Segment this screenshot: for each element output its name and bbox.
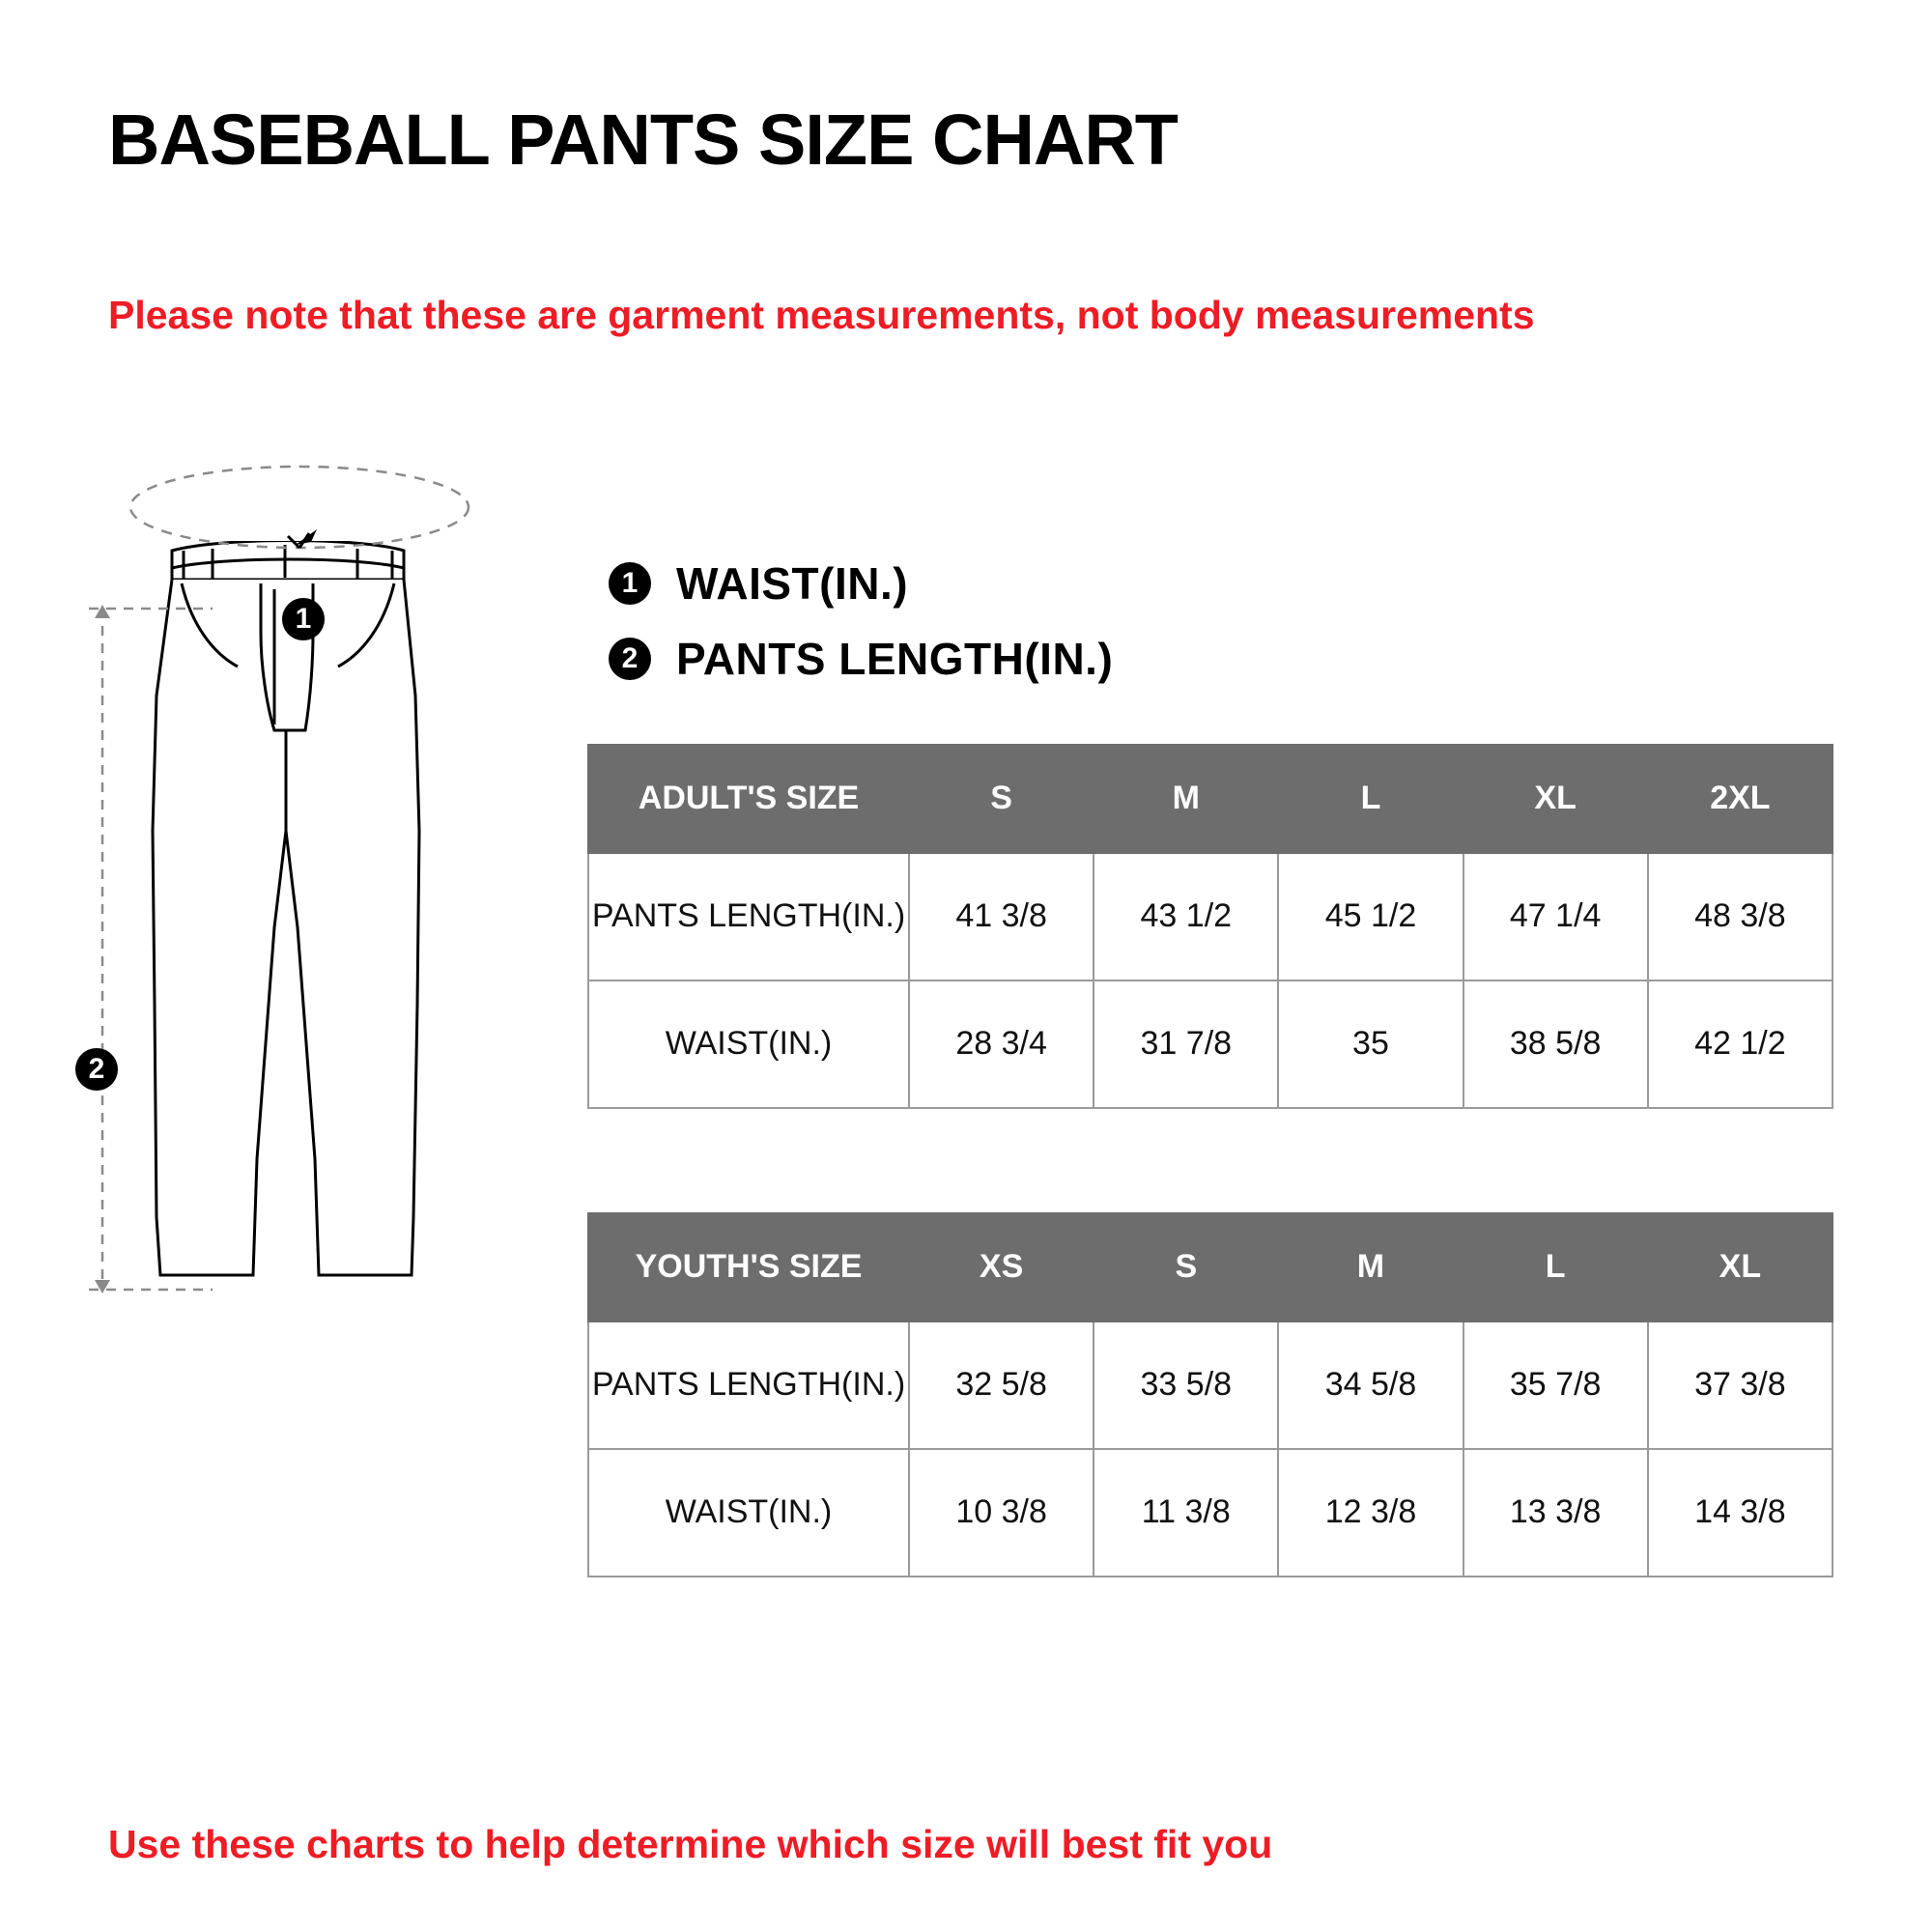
youth-waist-xl: 14 3/8 — [1648, 1449, 1833, 1577]
diagram-marker-one-icon: 1 — [282, 598, 325, 640]
table-header-row — [588, 1213, 1833, 1321]
adults-waist-s: 28 3/4 — [909, 980, 1094, 1108]
adults-waist-l: 35 — [1278, 980, 1463, 1108]
table-row — [588, 853, 1833, 980]
adults-waist-2xl: 42 1/2 — [1648, 980, 1833, 1108]
legend-item-pants-length — [609, 621, 1113, 696]
adults-row-label-waist: WAIST(IN.) — [588, 980, 909, 1108]
marker-two-icon: 2 — [609, 638, 651, 680]
adults-col-2xl: 2XL — [1648, 745, 1833, 853]
adults-waist-xl: 38 5/8 — [1463, 980, 1648, 1108]
marker-one-icon: 1 — [609, 562, 651, 605]
table-row — [588, 980, 1833, 1108]
youth-col-xl: XL — [1648, 1213, 1833, 1321]
table-row — [588, 1321, 1833, 1449]
youth-pants-length-s: 33 5/8 — [1094, 1321, 1278, 1449]
measurement-guides — [68, 415, 609, 1381]
adults-row-label-pants-length: PANTS LENGTH(IN.) — [588, 853, 909, 980]
youth-row-label-waist: WAIST(IN.) — [588, 1449, 909, 1577]
page-title: BASEBALL PANTS SIZE CHART — [108, 99, 1178, 180]
youth-col-xs: XS — [909, 1213, 1094, 1321]
adults-pants-length-xl: 47 1/4 — [1463, 853, 1648, 980]
youth-pants-length-xl: 37 3/8 — [1648, 1321, 1833, 1449]
adults-waist-m: 31 7/8 — [1094, 980, 1278, 1108]
youth-size-table — [587, 1212, 1833, 1577]
adults-pants-length-s: 41 3/8 — [909, 853, 1094, 980]
youth-size-header: YOUTH'S SIZE — [588, 1213, 909, 1321]
youth-pants-length-m: 34 5/8 — [1278, 1321, 1463, 1449]
youth-row-label-pants-length: PANTS LENGTH(IN.) — [588, 1321, 909, 1449]
diagram-marker-two-icon: 2 — [75, 1048, 118, 1091]
adults-pants-length-2xl: 48 3/8 — [1648, 853, 1833, 980]
legend-label-waist: WAIST(IN.) — [676, 558, 909, 609]
youth-waist-s: 11 3/8 — [1094, 1449, 1278, 1577]
legend — [609, 546, 1113, 696]
adults-col-l: L — [1278, 745, 1463, 853]
adults-col-s: S — [909, 745, 1094, 853]
adults-pants-length-l: 45 1/2 — [1278, 853, 1463, 980]
footer-note: Use these charts to help determine which size will best fit you — [108, 1822, 1273, 1866]
youth-waist-l: 13 3/8 — [1463, 1449, 1648, 1577]
youth-pants-length-xs: 32 5/8 — [909, 1321, 1094, 1449]
table-row — [588, 1449, 1833, 1577]
youth-waist-m: 12 3/8 — [1278, 1449, 1463, 1577]
legend-label-pants-length: PANTS LENGTH(IN.) — [676, 634, 1114, 684]
adults-col-xl: XL — [1463, 745, 1648, 853]
adults-col-m: M — [1094, 745, 1278, 853]
adults-pants-length-m: 43 1/2 — [1094, 853, 1278, 980]
youth-col-s: S — [1094, 1213, 1278, 1321]
table-header-row — [588, 745, 1833, 853]
adults-size-table — [587, 744, 1833, 1109]
youth-pants-length-l: 35 7/8 — [1463, 1321, 1648, 1449]
legend-item-waist — [609, 546, 1113, 621]
youth-waist-xs: 10 3/8 — [909, 1449, 1094, 1577]
adults-size-header: ADULT'S SIZE — [588, 745, 909, 853]
youth-col-m: M — [1278, 1213, 1463, 1321]
garment-measurement-note: Please note that these are garment measurements, not body measurements — [108, 293, 1535, 337]
youth-col-l: L — [1463, 1213, 1648, 1321]
